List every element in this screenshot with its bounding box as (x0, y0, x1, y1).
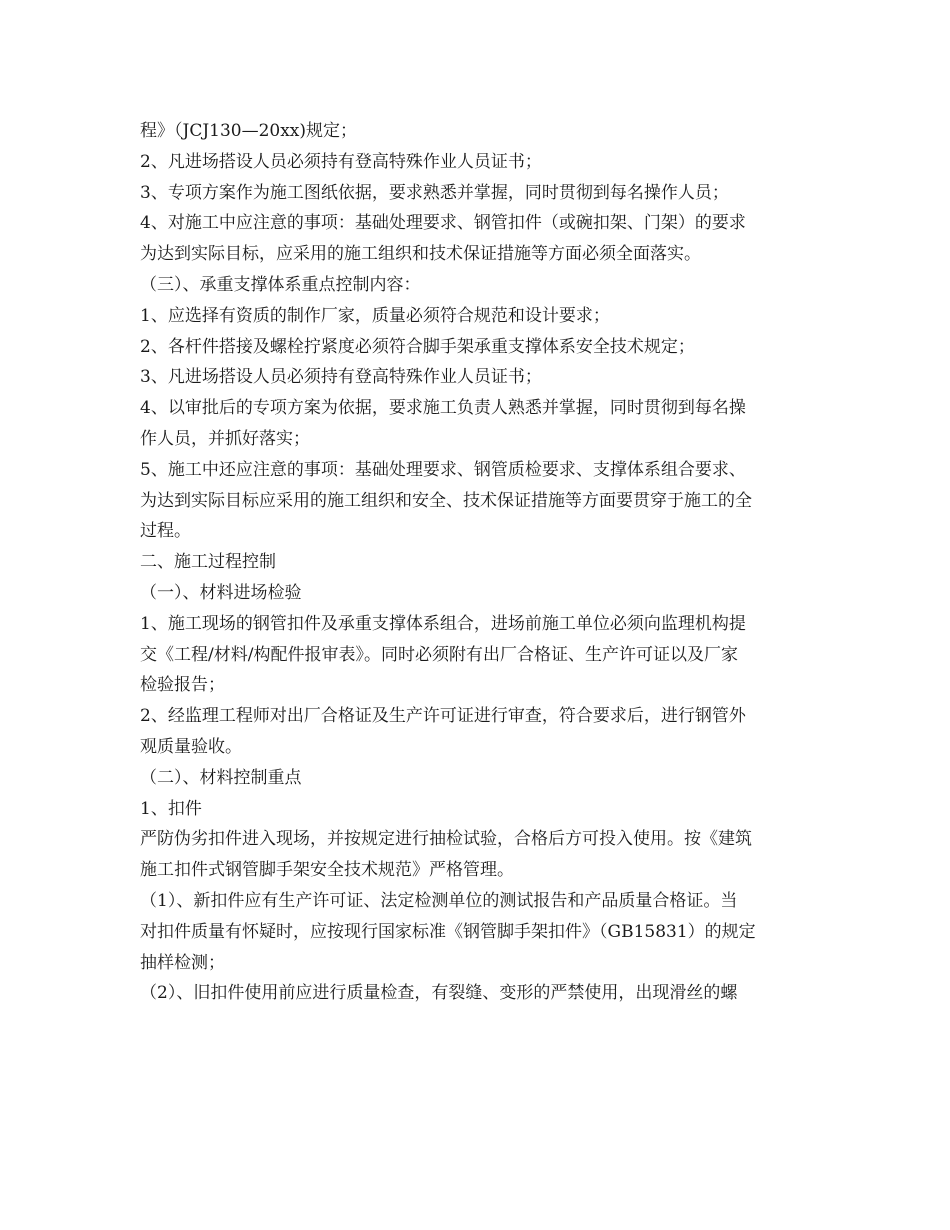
text-line: 作人员，并抓好落实； (140, 428, 310, 449)
text-line: （2）、旧扣件使用前应进行质量检查，有裂缝、变形的严禁使用，出现滑丝的螺 (140, 983, 738, 1004)
text-line: 3、专项方案作为施工图纸依据，要求熟悉并掌握，同时贯彻到每名操作人员； (140, 182, 729, 203)
document-body (140, 116, 820, 1009)
text-line: 对扣件质量有怀疑时，应按现行国家标准《钢管脚手架扣件》（GB15831）的规定 (140, 921, 756, 942)
text-line: 为达到实际目标，应采用的施工组织和技术保证措施等方面必须全面落实。 (140, 244, 701, 265)
text-line: 2、经监理工程师对出厂合格证及生产许可证进行审查，符合要求后，进行钢管外 (140, 706, 746, 727)
text-line: 检验报告； (140, 675, 225, 696)
text-line: 严防伪劣扣件进入现场，并按规定进行抽检试验，合格后方可投入使用。按《建筑 (140, 829, 752, 850)
text-line: 2、各杆件搭接及螺栓拧紧度必须符合脚手架承重支撑体系安全技术规定； (140, 336, 695, 357)
section-heading: （一）、材料进场检验 (140, 582, 302, 603)
section-heading: 1、扣件 (140, 798, 202, 819)
text-line: （1）、新扣件应有生产许可证、法定检测单位的测试报告和产品质量合格证。当 (140, 890, 738, 911)
text-line: 为达到实际目标应采用的施工组织和安全、技术保证措施等方面要贯穿于施工的全 (140, 490, 752, 511)
text-line: 过程。 (140, 521, 191, 542)
section-heading: （二）、材料控制重点 (140, 767, 302, 788)
text-line: 3、凡进场搭设人员必须持有登高特殊作业人员证书； (140, 367, 542, 388)
text-line: 施工扣件式钢管脚手架安全技术规范》严格管理。 (140, 860, 514, 881)
text-line: 2、凡进场搭设人员必须持有登高特殊作业人员证书； (140, 151, 542, 172)
text-line: 程》（JCJ130—20xx)规定； (140, 121, 358, 141)
text-line: 1、施工现场的钢管扣件及承重支撑体系组合，进场前施工单位必须向监理机构提 (140, 613, 746, 634)
section-heading: （三）、承重支撑体系重点控制内容： (140, 274, 421, 295)
text-line: 4、对施工中应注意的事项：基础处理要求、钢管扣件（或碗扣架、门架）的要求 (140, 213, 746, 234)
text-line: 5、施工中还应注意的事项：基础处理要求、钢管质检要求、支撑体系组合要求、 (140, 459, 746, 480)
text-line: 观质量验收。 (140, 736, 242, 757)
text-line: 1、应选择有资质的制作厂家，质量必须符合规范和设计要求； (140, 305, 610, 326)
text-line: 抽样检测； (140, 952, 225, 973)
section-heading: 二、施工过程控制 (140, 552, 276, 573)
text-line: 交《工程/材料/构配件报审表》。同时必须附有出厂合格证、生产许可证以及厂家 (140, 644, 738, 665)
text-line: 4、以审批后的专项方案为依据，要求施工负责人熟悉并掌握，同时贯彻到每名操 (140, 398, 746, 419)
